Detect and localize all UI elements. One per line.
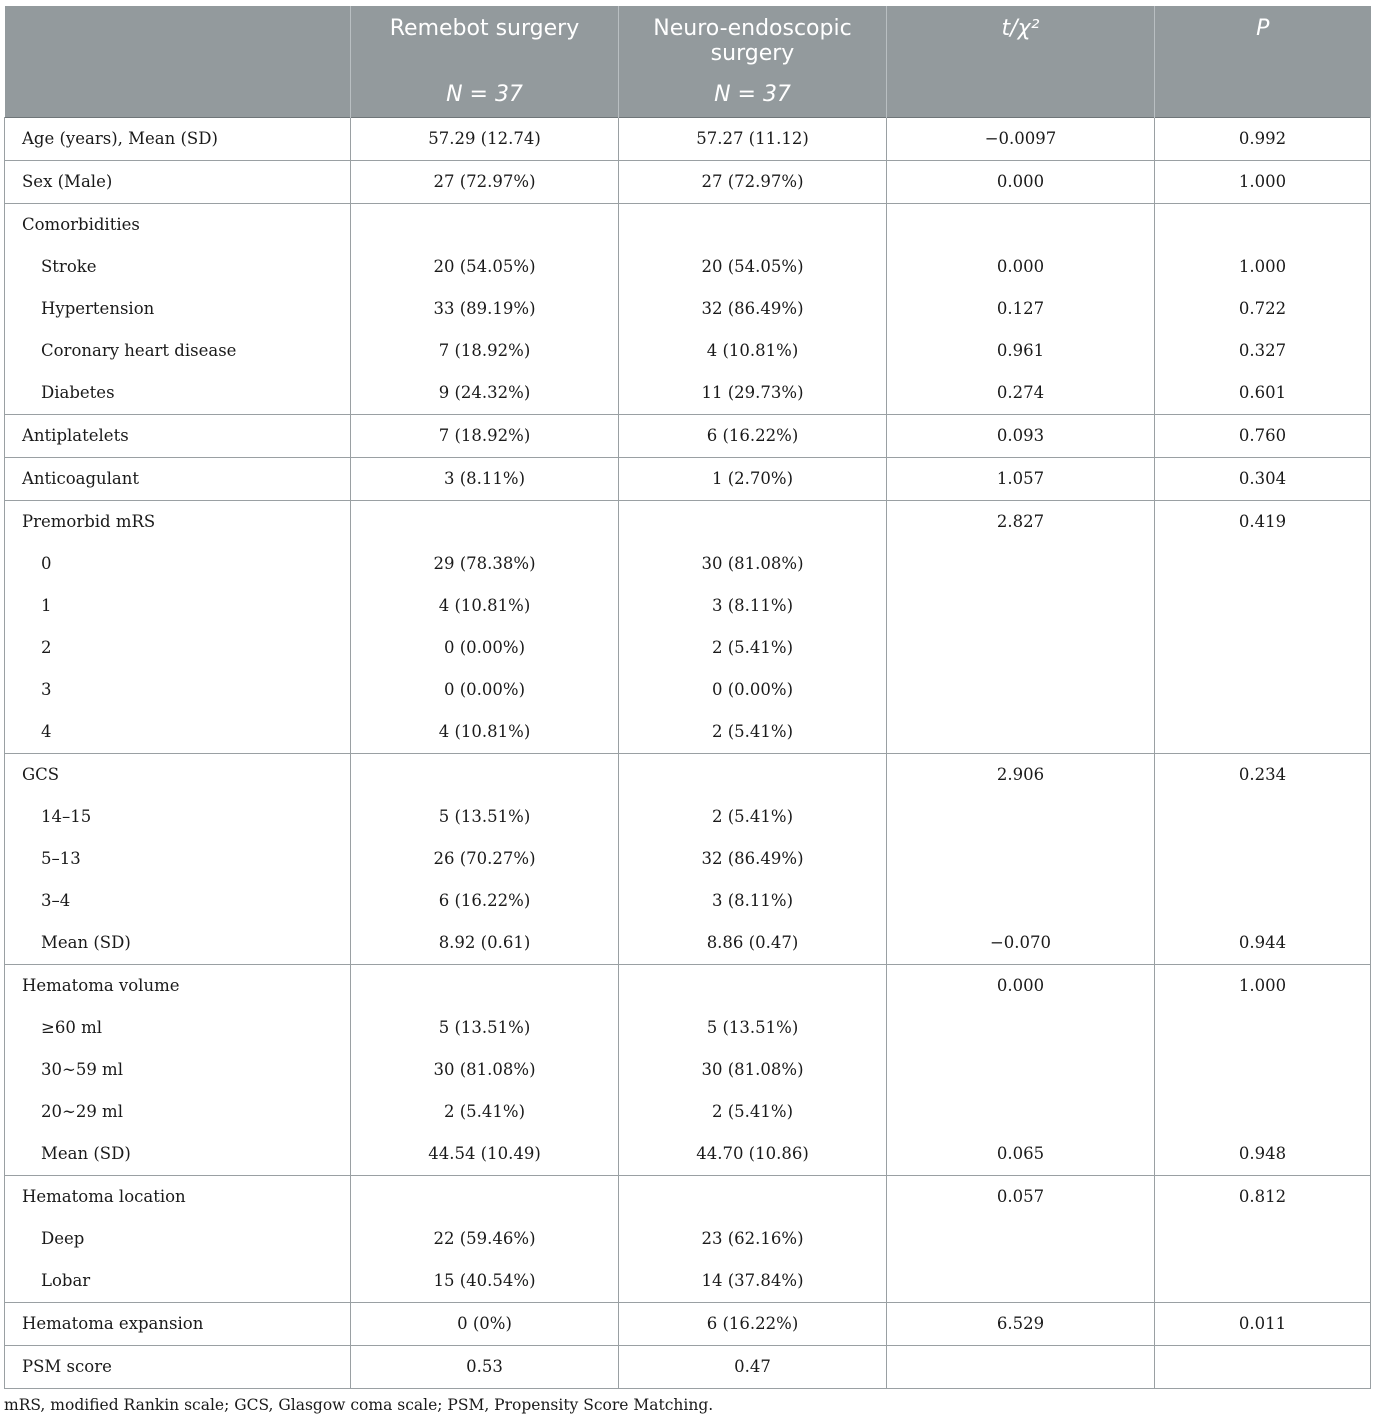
- cell-endoscopic: 30 (81.08%): [619, 1049, 887, 1091]
- cell-remebot: 0 (0.00%): [351, 627, 619, 669]
- cell-remebot: 57.29 (12.74): [351, 118, 619, 161]
- table-row: [5, 372, 1371, 415]
- cell-endoscopic: 2 (5.41%): [619, 1091, 887, 1133]
- cell-stat: [887, 669, 1155, 711]
- cell-p: [1155, 838, 1371, 880]
- header-stat-label: t/χ²: [1001, 16, 1040, 41]
- cell-stat: 0.093: [887, 415, 1155, 458]
- cell-stat: [887, 711, 1155, 754]
- cell-remebot: 30 (81.08%): [351, 1049, 619, 1091]
- cell-endoscopic: 8.86 (0.47): [619, 922, 887, 965]
- table-row: [5, 1303, 1371, 1346]
- table-row: [5, 1260, 1371, 1303]
- cell-endoscopic: [619, 965, 887, 1008]
- row-label: PSM score: [5, 1346, 351, 1389]
- table-row: [5, 330, 1371, 372]
- table-row: [5, 1218, 1371, 1260]
- row-label: Mean (SD): [5, 922, 351, 965]
- cell-stat: 0.000: [887, 965, 1155, 1008]
- header-p-label: P: [1256, 16, 1270, 41]
- cell-p: [1155, 711, 1371, 754]
- row-label: Diabetes: [5, 372, 351, 415]
- cell-endoscopic: 57.27 (11.12): [619, 118, 887, 161]
- row-label: 4: [5, 711, 351, 754]
- cell-endoscopic: 20 (54.05%): [619, 246, 887, 288]
- row-label: 0: [5, 543, 351, 585]
- row-label: Sex (Male): [5, 161, 351, 204]
- cell-remebot: 33 (89.19%): [351, 288, 619, 330]
- cell-remebot: [351, 1176, 619, 1219]
- table-row: [5, 1091, 1371, 1133]
- header-label-cell: [5, 6, 351, 118]
- cell-p: [1155, 1007, 1371, 1049]
- row-label: ≥60 ml: [5, 1007, 351, 1049]
- cell-endoscopic: 3 (8.11%): [619, 880, 887, 922]
- cell-endoscopic: 30 (81.08%): [619, 543, 887, 585]
- table-row: [5, 965, 1371, 1008]
- cell-stat: [887, 1007, 1155, 1049]
- table-row: [5, 1133, 1371, 1176]
- cell-stat: 0.057: [887, 1176, 1155, 1219]
- header-row: [5, 6, 1371, 118]
- cell-endoscopic: 2 (5.41%): [619, 627, 887, 669]
- cell-p: 0.812: [1155, 1176, 1371, 1219]
- row-label: 5–13: [5, 838, 351, 880]
- row-label: 1: [5, 585, 351, 627]
- cell-endoscopic: [619, 754, 887, 797]
- table-body: [5, 118, 1371, 1389]
- cell-remebot: [351, 754, 619, 797]
- row-label: Hematoma volume: [5, 965, 351, 1008]
- cell-remebot: 20 (54.05%): [351, 246, 619, 288]
- cell-remebot: 2 (5.41%): [351, 1091, 619, 1133]
- cell-p: [1155, 204, 1371, 247]
- table-row: [5, 458, 1371, 501]
- cell-remebot: 27 (72.97%): [351, 161, 619, 204]
- cell-p: 0.760: [1155, 415, 1371, 458]
- cell-stat: [887, 1346, 1155, 1389]
- data-table: [4, 6, 1371, 1389]
- table-row: [5, 796, 1371, 838]
- cell-remebot: 15 (40.54%): [351, 1260, 619, 1303]
- cell-stat: [887, 1260, 1155, 1303]
- table-footnote: mRS, modified Rankin scale; GCS, Glasgow coma scale; PSM, Propensity Score Matching.: [4, 1396, 714, 1414]
- cell-p: [1155, 796, 1371, 838]
- cell-p: 1.000: [1155, 246, 1371, 288]
- table-row: [5, 922, 1371, 965]
- cell-stat: 0.065: [887, 1133, 1155, 1176]
- row-label: 14–15: [5, 796, 351, 838]
- cell-endoscopic: 3 (8.11%): [619, 585, 887, 627]
- table-row: [5, 1049, 1371, 1091]
- cell-remebot: 3 (8.11%): [351, 458, 619, 501]
- table-row: [5, 1176, 1371, 1219]
- cell-remebot: 5 (13.51%): [351, 796, 619, 838]
- row-label: 3: [5, 669, 351, 711]
- table-row: [5, 585, 1371, 627]
- cell-p: 0.722: [1155, 288, 1371, 330]
- cell-p: 0.327: [1155, 330, 1371, 372]
- cell-endoscopic: 4 (10.81%): [619, 330, 887, 372]
- cell-remebot: 0.53: [351, 1346, 619, 1389]
- cell-endoscopic: 2 (5.41%): [619, 796, 887, 838]
- cell-stat: [887, 204, 1155, 247]
- table-row: [5, 288, 1371, 330]
- cell-remebot: 26 (70.27%): [351, 838, 619, 880]
- row-label: 20∼29 ml: [5, 1091, 351, 1133]
- cell-endoscopic: [619, 501, 887, 544]
- cell-p: 0.992: [1155, 118, 1371, 161]
- cell-remebot: 7 (18.92%): [351, 330, 619, 372]
- table-header: [5, 6, 1371, 118]
- cell-endoscopic: 6 (16.22%): [619, 1303, 887, 1346]
- row-label: 2: [5, 627, 351, 669]
- cell-endoscopic: 11 (29.73%): [619, 372, 887, 415]
- cell-stat: 0.274: [887, 372, 1155, 415]
- table-row: [5, 415, 1371, 458]
- table-row: [5, 627, 1371, 669]
- cell-endoscopic: 0.47: [619, 1346, 887, 1389]
- cell-endoscopic: 6 (16.22%): [619, 415, 887, 458]
- cell-stat: 0.000: [887, 161, 1155, 204]
- cell-remebot: 9 (24.32%): [351, 372, 619, 415]
- cell-remebot: 6 (16.22%): [351, 880, 619, 922]
- cell-stat: −0.0097: [887, 118, 1155, 161]
- row-label: Deep: [5, 1218, 351, 1260]
- cell-p: 0.011: [1155, 1303, 1371, 1346]
- cell-stat: 2.827: [887, 501, 1155, 544]
- cell-endoscopic: 27 (72.97%): [619, 161, 887, 204]
- row-label: Hematoma expansion: [5, 1303, 351, 1346]
- row-label: Comorbidities: [5, 204, 351, 247]
- header-endoscopic-name: Neuro-endoscopic surgery: [653, 16, 852, 66]
- header-endoscopic: [619, 6, 887, 118]
- table-row: [5, 501, 1371, 544]
- cell-p: 1.000: [1155, 965, 1371, 1008]
- cell-remebot: 4 (10.81%): [351, 711, 619, 754]
- cell-endoscopic: 5 (13.51%): [619, 1007, 887, 1049]
- cell-p: 0.419: [1155, 501, 1371, 544]
- cell-endoscopic: 32 (86.49%): [619, 838, 887, 880]
- table-row: [5, 161, 1371, 204]
- cell-remebot: [351, 965, 619, 1008]
- cell-p: 0.234: [1155, 754, 1371, 797]
- cell-stat: 0.961: [887, 330, 1155, 372]
- header-stat: [887, 6, 1155, 118]
- header-endoscopic-n: N = 37: [714, 82, 791, 107]
- cell-remebot: 5 (13.51%): [351, 1007, 619, 1049]
- row-label: Coronary heart disease: [5, 330, 351, 372]
- table-row: [5, 754, 1371, 797]
- cell-endoscopic: 2 (5.41%): [619, 711, 887, 754]
- cell-remebot: 44.54 (10.49): [351, 1133, 619, 1176]
- cell-p: 0.304: [1155, 458, 1371, 501]
- cell-remebot: 8.92 (0.61): [351, 922, 619, 965]
- row-label: Age (years), Mean (SD): [5, 118, 351, 161]
- cell-stat: 0.127: [887, 288, 1155, 330]
- cell-stat: 1.057: [887, 458, 1155, 501]
- cell-endoscopic: [619, 204, 887, 247]
- row-label: GCS: [5, 754, 351, 797]
- table-row: [5, 1007, 1371, 1049]
- cell-p: [1155, 880, 1371, 922]
- cell-stat: [887, 880, 1155, 922]
- cell-p: 0.944: [1155, 922, 1371, 965]
- cell-p: [1155, 1260, 1371, 1303]
- cell-stat: 6.529: [887, 1303, 1155, 1346]
- row-label: Stroke: [5, 246, 351, 288]
- cell-p: [1155, 1049, 1371, 1091]
- cell-p: 0.601: [1155, 372, 1371, 415]
- table-row: [5, 838, 1371, 880]
- cell-endoscopic: 32 (86.49%): [619, 288, 887, 330]
- row-label: Antiplatelets: [5, 415, 351, 458]
- row-label: Mean (SD): [5, 1133, 351, 1176]
- cell-endoscopic: 14 (37.84%): [619, 1260, 887, 1303]
- cell-remebot: [351, 501, 619, 544]
- row-label: Lobar: [5, 1260, 351, 1303]
- cell-endoscopic: 23 (62.16%): [619, 1218, 887, 1260]
- table-row: [5, 669, 1371, 711]
- cell-remebot: 0 (0.00%): [351, 669, 619, 711]
- header-p: [1155, 6, 1371, 118]
- cell-remebot: 4 (10.81%): [351, 585, 619, 627]
- cell-p: [1155, 585, 1371, 627]
- cell-endoscopic: 0 (0.00%): [619, 669, 887, 711]
- cell-stat: [887, 585, 1155, 627]
- cell-endoscopic: 44.70 (10.86): [619, 1133, 887, 1176]
- cell-p: [1155, 669, 1371, 711]
- cell-stat: [887, 796, 1155, 838]
- row-label: Hypertension: [5, 288, 351, 330]
- cell-stat: −0.070: [887, 922, 1155, 965]
- row-label: 30∼59 ml: [5, 1049, 351, 1091]
- row-label: 3–4: [5, 880, 351, 922]
- header-remebot: [351, 6, 619, 118]
- cell-stat: [887, 627, 1155, 669]
- cell-p: [1155, 1218, 1371, 1260]
- table-row: [5, 711, 1371, 754]
- cell-remebot: 22 (59.46%): [351, 1218, 619, 1260]
- cell-stat: [887, 1218, 1155, 1260]
- cell-p: 0.948: [1155, 1133, 1371, 1176]
- table-row: [5, 246, 1371, 288]
- row-label: Hematoma location: [5, 1176, 351, 1219]
- cell-p: [1155, 1091, 1371, 1133]
- table-row: [5, 543, 1371, 585]
- cell-stat: 2.906: [887, 754, 1155, 797]
- table-row: [5, 880, 1371, 922]
- cell-endoscopic: [619, 1176, 887, 1219]
- table-row: [5, 118, 1371, 161]
- cell-stat: 0.000: [887, 246, 1155, 288]
- cell-stat: [887, 1049, 1155, 1091]
- header-remebot-name: Remebot surgery: [389, 16, 580, 41]
- cell-remebot: 0 (0%): [351, 1303, 619, 1346]
- cell-p: [1155, 543, 1371, 585]
- table-row: [5, 204, 1371, 247]
- row-label: Anticoagulant: [5, 458, 351, 501]
- cell-remebot: 29 (78.38%): [351, 543, 619, 585]
- cell-p: [1155, 1346, 1371, 1389]
- cell-p: 1.000: [1155, 161, 1371, 204]
- cell-p: [1155, 627, 1371, 669]
- cell-endoscopic: 1 (2.70%): [619, 458, 887, 501]
- row-label: Premorbid mRS: [5, 501, 351, 544]
- cell-stat: [887, 1091, 1155, 1133]
- cell-stat: [887, 543, 1155, 585]
- header-remebot-n: N = 37: [446, 82, 523, 107]
- table-row: [5, 1346, 1371, 1389]
- cell-remebot: 7 (18.92%): [351, 415, 619, 458]
- cell-remebot: [351, 204, 619, 247]
- cell-stat: [887, 838, 1155, 880]
